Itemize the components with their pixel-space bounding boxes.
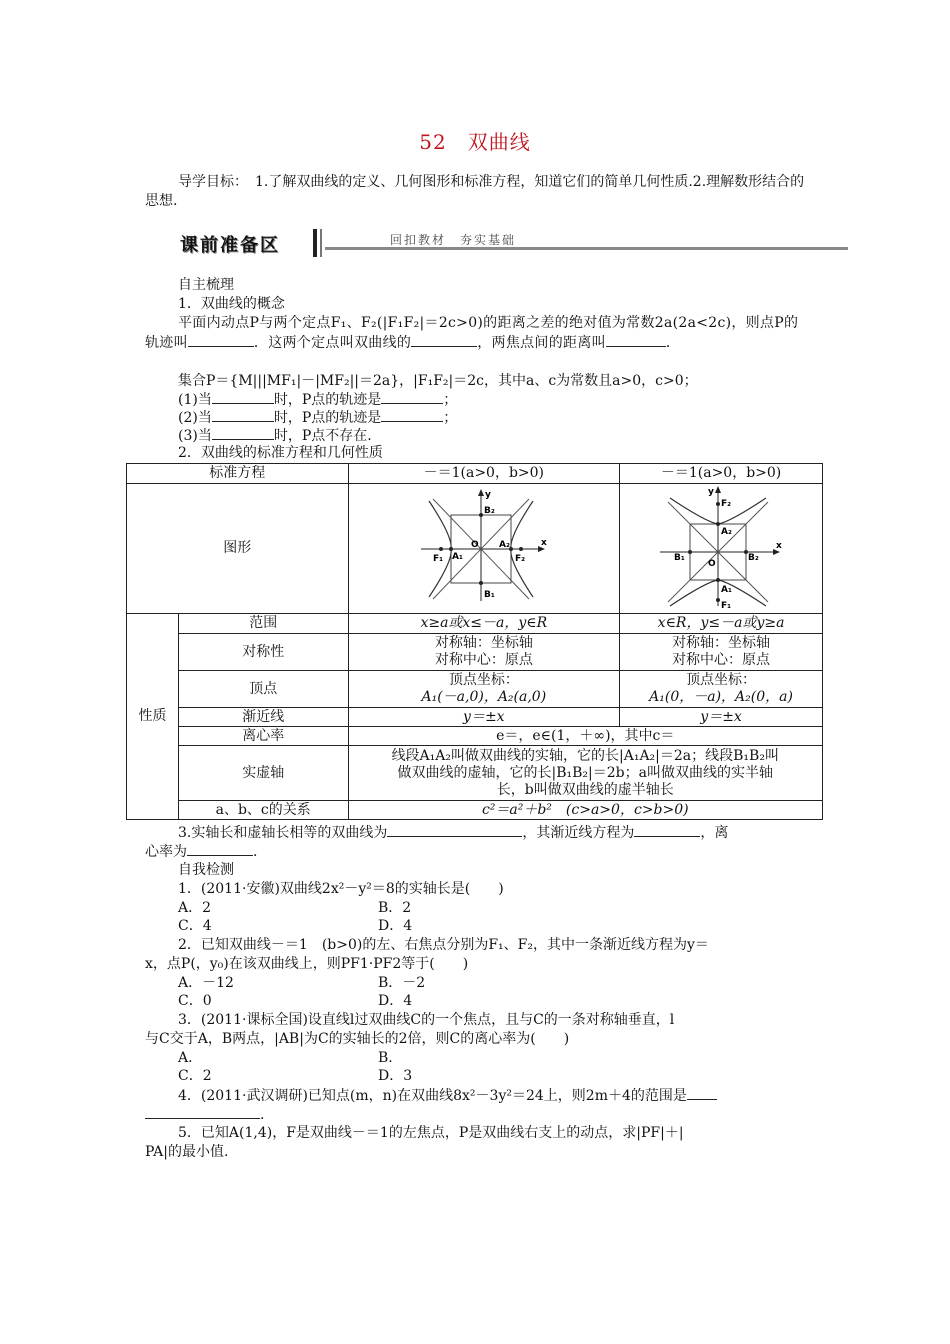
q2-line1: 2．已知双曲线－＝1 (b>0)的左、右焦点分别为F₁、F₂，其中一条渐近线方程为y＝ bbox=[178, 937, 709, 953]
q3-option-a: A. bbox=[178, 1050, 193, 1066]
q5-line2: PA|的最小值. bbox=[145, 1144, 229, 1160]
q5-line1: 5．已知A(1,4)，F是双曲线－＝1的左焦点，P是双曲线右支上的动点，求|PF|＋| bbox=[178, 1125, 684, 1141]
banner-label: 课前准备区 bbox=[180, 231, 280, 257]
vertex-y: 顶点坐标： A₁(0，－a)，A₂(0，a) bbox=[620, 671, 823, 708]
q4-line1: 4．(2011·武汉调研)已知点(m，n)在双曲线8x²－3y²＝24上，则2m＋4的范围是 bbox=[178, 1086, 717, 1105]
figure-horizontal-hyperbola bbox=[348, 484, 620, 614]
section-banner bbox=[180, 229, 848, 259]
q2-option-a: A．－12 bbox=[178, 975, 234, 991]
row-label-symmetry: 对称性 bbox=[178, 634, 348, 671]
case-2: (2)当 时，P点的轨迹是 ； bbox=[178, 410, 458, 426]
q4-line2: . bbox=[145, 1105, 264, 1124]
cell-figure-label: 图形 bbox=[127, 484, 349, 614]
q1: 1．(2011·安徽)双曲线2x²－y²＝8的实轴长是( ) bbox=[178, 881, 504, 897]
row-label-abc: a、b、c的关系 bbox=[178, 801, 348, 820]
svg-text:F₂: F₂ bbox=[514, 554, 525, 564]
svg-text:y: y bbox=[708, 487, 714, 497]
q3-option-b: B. bbox=[378, 1050, 393, 1066]
cell-eq2: －＝1(a>0，b>0) bbox=[620, 464, 823, 484]
svg-text:F₂: F₂ bbox=[721, 499, 732, 509]
banner-subtitle: 回扣教材 夯实基础 bbox=[390, 233, 517, 247]
svg-text:B₁: B₁ bbox=[483, 590, 495, 600]
svg-text:B₁: B₁ bbox=[674, 553, 685, 563]
eccentricity: e＝，e∈(1，＋∞)，其中c＝ bbox=[348, 727, 822, 746]
q1-option-b: B．2 bbox=[378, 900, 412, 916]
asymptote-y: y＝±x bbox=[620, 708, 823, 727]
equal-axes-question-cont: 心率为 . bbox=[145, 844, 258, 860]
self-check-heading: 自我检测 bbox=[178, 862, 234, 878]
concept-paragraph: 平面内动点P与两个定点F₁、F₂(|F₁F₂|＝2c>0)的距离之差的绝对值为常数2a(2a<2c)，则点P的轨迹叫 ．这两个定点叫双曲线的 ，两焦点间的距离叫 ． bbox=[145, 315, 799, 351]
row-label-range: 范围 bbox=[178, 614, 348, 634]
q2-option-d: D．4 bbox=[378, 993, 413, 1009]
row-label-vertex: 顶点 bbox=[178, 671, 348, 708]
row-label-asymptote: 渐近线 bbox=[178, 708, 348, 727]
q1-option-c: C．4 bbox=[178, 918, 212, 934]
q3-option-d: D．3 bbox=[378, 1068, 413, 1084]
svg-text:A₂: A₂ bbox=[721, 527, 732, 537]
q3-line2: 与C交于A，B两点，|AB|为C的实轴长的2倍，则C的离心率为( ) bbox=[145, 1031, 570, 1047]
concept-heading: 1．双曲线的概念 bbox=[178, 296, 285, 312]
svg-text:A₁: A₁ bbox=[721, 585, 732, 595]
range-y: x∈R，y≤－a或y≥a bbox=[620, 614, 823, 634]
figure-vertical-hyperbola bbox=[620, 484, 823, 614]
learning-goal: 导学目标： 1.了解双曲线的定义、几何图形和标准方程，知道它们的简单几何性质.2.理解数形结合的思想. bbox=[145, 174, 805, 209]
axes-description: 线段A₁A₂叫做双曲线的实轴，它的长|A₁A₂|＝2a；线段B₁B₂叫 做双曲线的虚轴，它的长|B₁B₂|＝2b；a叫做双曲线的实半轴 长，b叫做双曲线的虚半轴长 bbox=[348, 746, 822, 801]
svg-text:F₁: F₁ bbox=[432, 554, 443, 564]
svg-text:x: x bbox=[776, 541, 782, 551]
symmetry-y: 对称轴：坐标轴 对称中心：原点 bbox=[620, 634, 823, 671]
range-x: x≥a或x≤－a，y∈R bbox=[348, 614, 620, 634]
symmetry-x: 对称轴：坐标轴 对称中心：原点 bbox=[348, 634, 620, 671]
equal-axes-question: 3.实轴长和虚轴长相等的双曲线为 ，其渐近线方程为 ，离 bbox=[178, 825, 729, 841]
svg-text:A₁: A₁ bbox=[451, 552, 463, 562]
abc-relation: c²＝a²＋b² (c>a>0，c>b>0) bbox=[348, 801, 822, 820]
q3-line1: 3．(2011·课标全国)设直线l过双曲线C的一个焦点，且与C的一条对称轴垂直，l bbox=[178, 1012, 675, 1028]
svg-text:B₂: B₂ bbox=[483, 506, 495, 516]
q2-line2: x，点P(，y₀)在该双曲线上，则PF1·PF2等于( ) bbox=[145, 956, 469, 972]
row-label-axes: 实虚轴 bbox=[178, 746, 348, 801]
properties-table bbox=[126, 463, 823, 820]
svg-text:B₂: B₂ bbox=[748, 553, 759, 563]
cell-prop-label: 性质 bbox=[127, 614, 179, 820]
q3-option-c: C．2 bbox=[178, 1068, 212, 1084]
set-definition: 集合P＝{M|||MF₁|－|MF₂||＝2a}，|F₁F₂|＝2c，其中a、c为常数且a>0，c>0； bbox=[178, 373, 698, 389]
q1-option-a: A．2 bbox=[178, 900, 212, 916]
cell-std-eq: 标准方程 bbox=[127, 464, 349, 484]
page-title: 52 双曲线 bbox=[419, 130, 531, 154]
table-heading: 2．双曲线的标准方程和几何性质 bbox=[178, 445, 383, 461]
svg-text:x: x bbox=[540, 538, 547, 548]
case-3: (3)当 时，P点不存在. bbox=[178, 428, 372, 444]
q2-option-b: B．－2 bbox=[378, 975, 426, 991]
section-heading: 自主梳理 bbox=[178, 277, 234, 293]
hyperbola-x-diagram bbox=[419, 487, 549, 605]
cell-eq1: －＝1(a>0，b>0) bbox=[348, 464, 620, 484]
svg-text:A₂: A₂ bbox=[498, 540, 510, 550]
svg-text:F₁: F₁ bbox=[721, 601, 732, 608]
case-1: (1)当 时，P点的轨迹是 ； bbox=[178, 392, 458, 408]
q2-option-c: C．0 bbox=[178, 993, 212, 1009]
svg-text:O: O bbox=[708, 559, 716, 569]
q1-option-d: D．4 bbox=[378, 918, 413, 934]
row-label-eccentricity: 离心率 bbox=[178, 727, 348, 746]
hyperbola-y-diagram bbox=[656, 484, 786, 608]
asymptote-x: y＝±x bbox=[348, 708, 620, 727]
vertex-x: 顶点坐标： A₁(－a,0)，A₂(a,0) bbox=[348, 671, 620, 708]
svg-text:O: O bbox=[470, 540, 479, 550]
svg-text:y: y bbox=[484, 490, 491, 500]
